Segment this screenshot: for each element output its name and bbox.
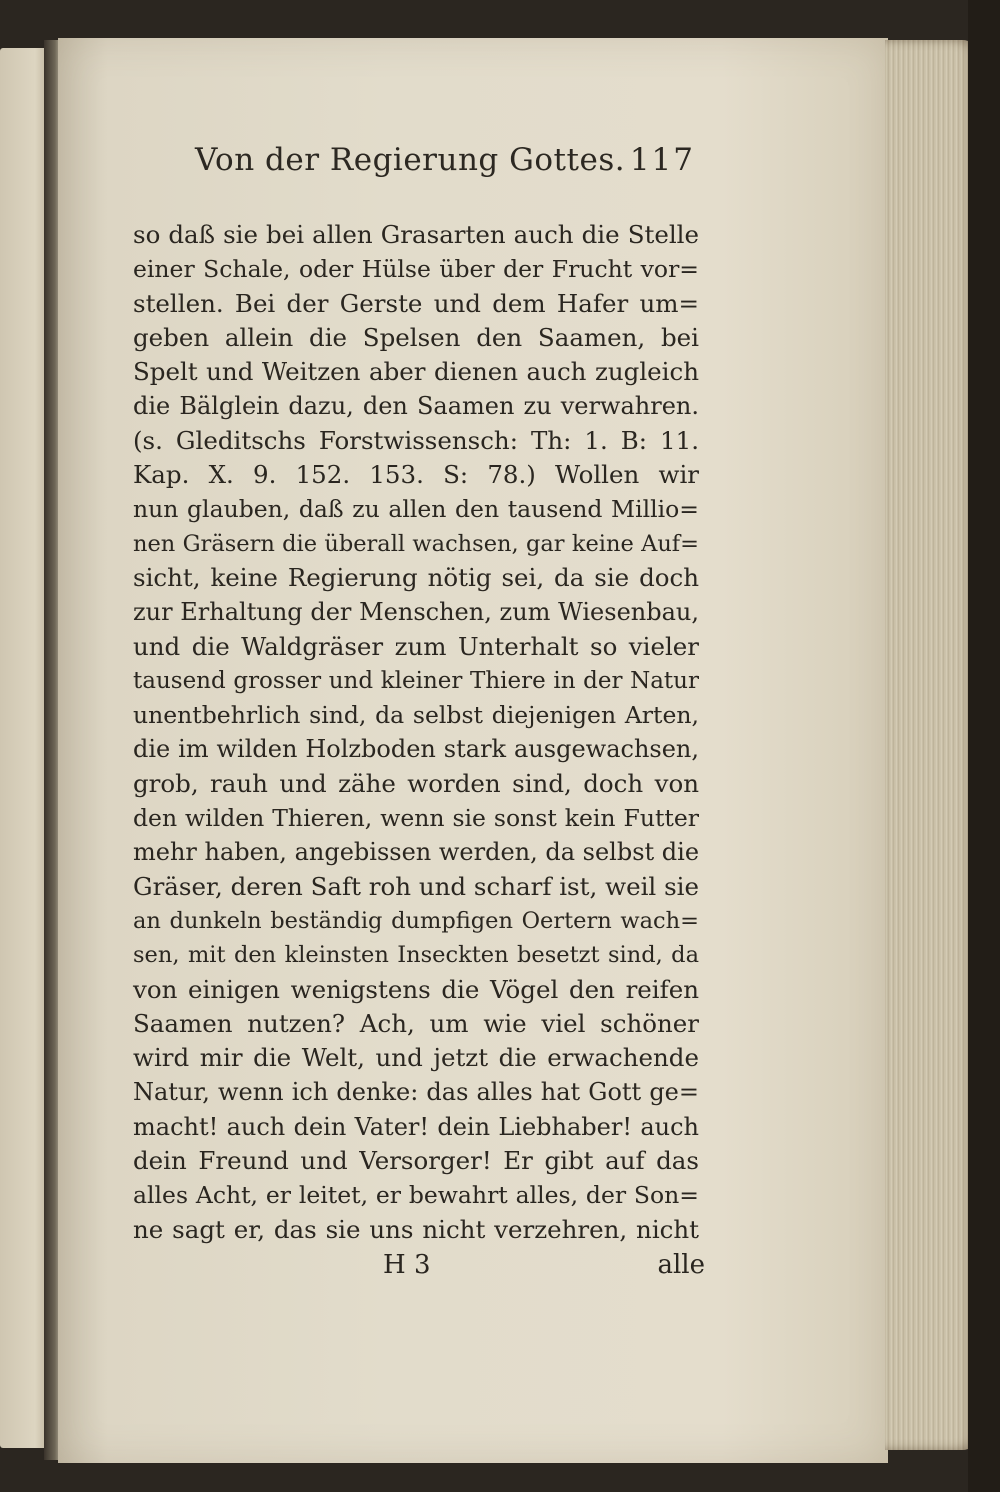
text-line: sen, mit den kleinsten Inseckten besetzt sind, da <box>133 942 699 969</box>
text-line: Natur, wenn ich denke: das alles hat Gott ge= <box>133 1078 699 1107</box>
text-line: die im wilden Holzboden stark ausgewachsen, <box>133 735 699 764</box>
text-line: den wilden Thieren, wenn sie sonst kein Futter <box>133 804 699 833</box>
text-line: (s. Gleditschs Forstwissensch: Th: 1. B: 11. <box>133 425 699 455</box>
text-line: Kap. X. 9. 152. 153. S: 78.) Wollen wir <box>133 460 699 490</box>
page-header <box>195 142 695 192</box>
text-line: dein Freund und Versorger! Er gibt auf das <box>133 1146 699 1176</box>
text-line: und die Waldgräser zum Unterhalt so vieler <box>133 631 699 661</box>
text-line: geben allein die Spelsen den Saamen, bei <box>133 322 699 352</box>
text-line: macht! auch dein Vater! dein Liebhaber! auch <box>133 1112 699 1141</box>
text-line: mehr haben, angebissen werden, da selbst die <box>133 838 700 867</box>
page-number: 117 <box>629 142 695 178</box>
text-line: sicht, keine Regierung nötig sei, da sie doch <box>133 562 699 592</box>
text-line: Saamen nutzen? Ach, um wie viel schöner <box>133 1008 699 1038</box>
catchword: alle <box>657 1250 705 1280</box>
text-line: alles Acht, er leitet, er bewahrt alles, der Son= <box>133 1181 699 1210</box>
text-line: Gräser, deren Saft roh und scharf ist, weil sie <box>133 871 699 901</box>
text-line: nun glauben, daß zu allen den tausend Millio= <box>133 495 699 524</box>
signature-mark: H 3 <box>383 1250 431 1280</box>
text-line: nen Gräsern die überall wachsen, gar keine Auf= <box>133 530 699 557</box>
text-line: stellen. Bei der Gerste und dem Hafer um= <box>133 288 699 318</box>
left-page-edge <box>0 48 50 1448</box>
text-line: ne sagt er, das sie uns nicht verzehren, nicht <box>133 1214 699 1244</box>
scan-background <box>968 0 1000 1492</box>
text-line: tausend grosser und kleiner Thiere in der Natur <box>133 667 699 694</box>
page-footer <box>133 1250 705 1290</box>
running-head: Von der Regierung Gottes. <box>195 142 626 178</box>
body-text <box>133 218 699 1247</box>
text-line: Spelt und Weitzen aber dienen auch zugleich <box>133 357 699 387</box>
text-line: an dunkeln beständig dumpfigen Oertern wach= <box>133 907 699 934</box>
text-line: so daß sie bei allen Grasarten auch die Stelle <box>133 220 699 249</box>
text-line: die Bälglein dazu, den Saamen zu verwahren. <box>133 392 699 421</box>
page-block-edge <box>885 40 975 1450</box>
text-line: unentbehrlich sind, da selbst diejenigen Arten, <box>133 701 699 730</box>
text-line: wird mir die Welt, und jetzt die erwachende <box>133 1043 699 1073</box>
text-line: grob, rauh und zähe worden sind, doch von <box>133 768 699 798</box>
text-line: von einigen wenigstens die Vögel den reifen <box>133 974 699 1004</box>
text-line: einer Schale, oder Hülse über der Frucht vor= <box>133 255 699 284</box>
text-line: zur Erhaltung der Menschen, zum Wiesenbau, <box>133 598 699 627</box>
